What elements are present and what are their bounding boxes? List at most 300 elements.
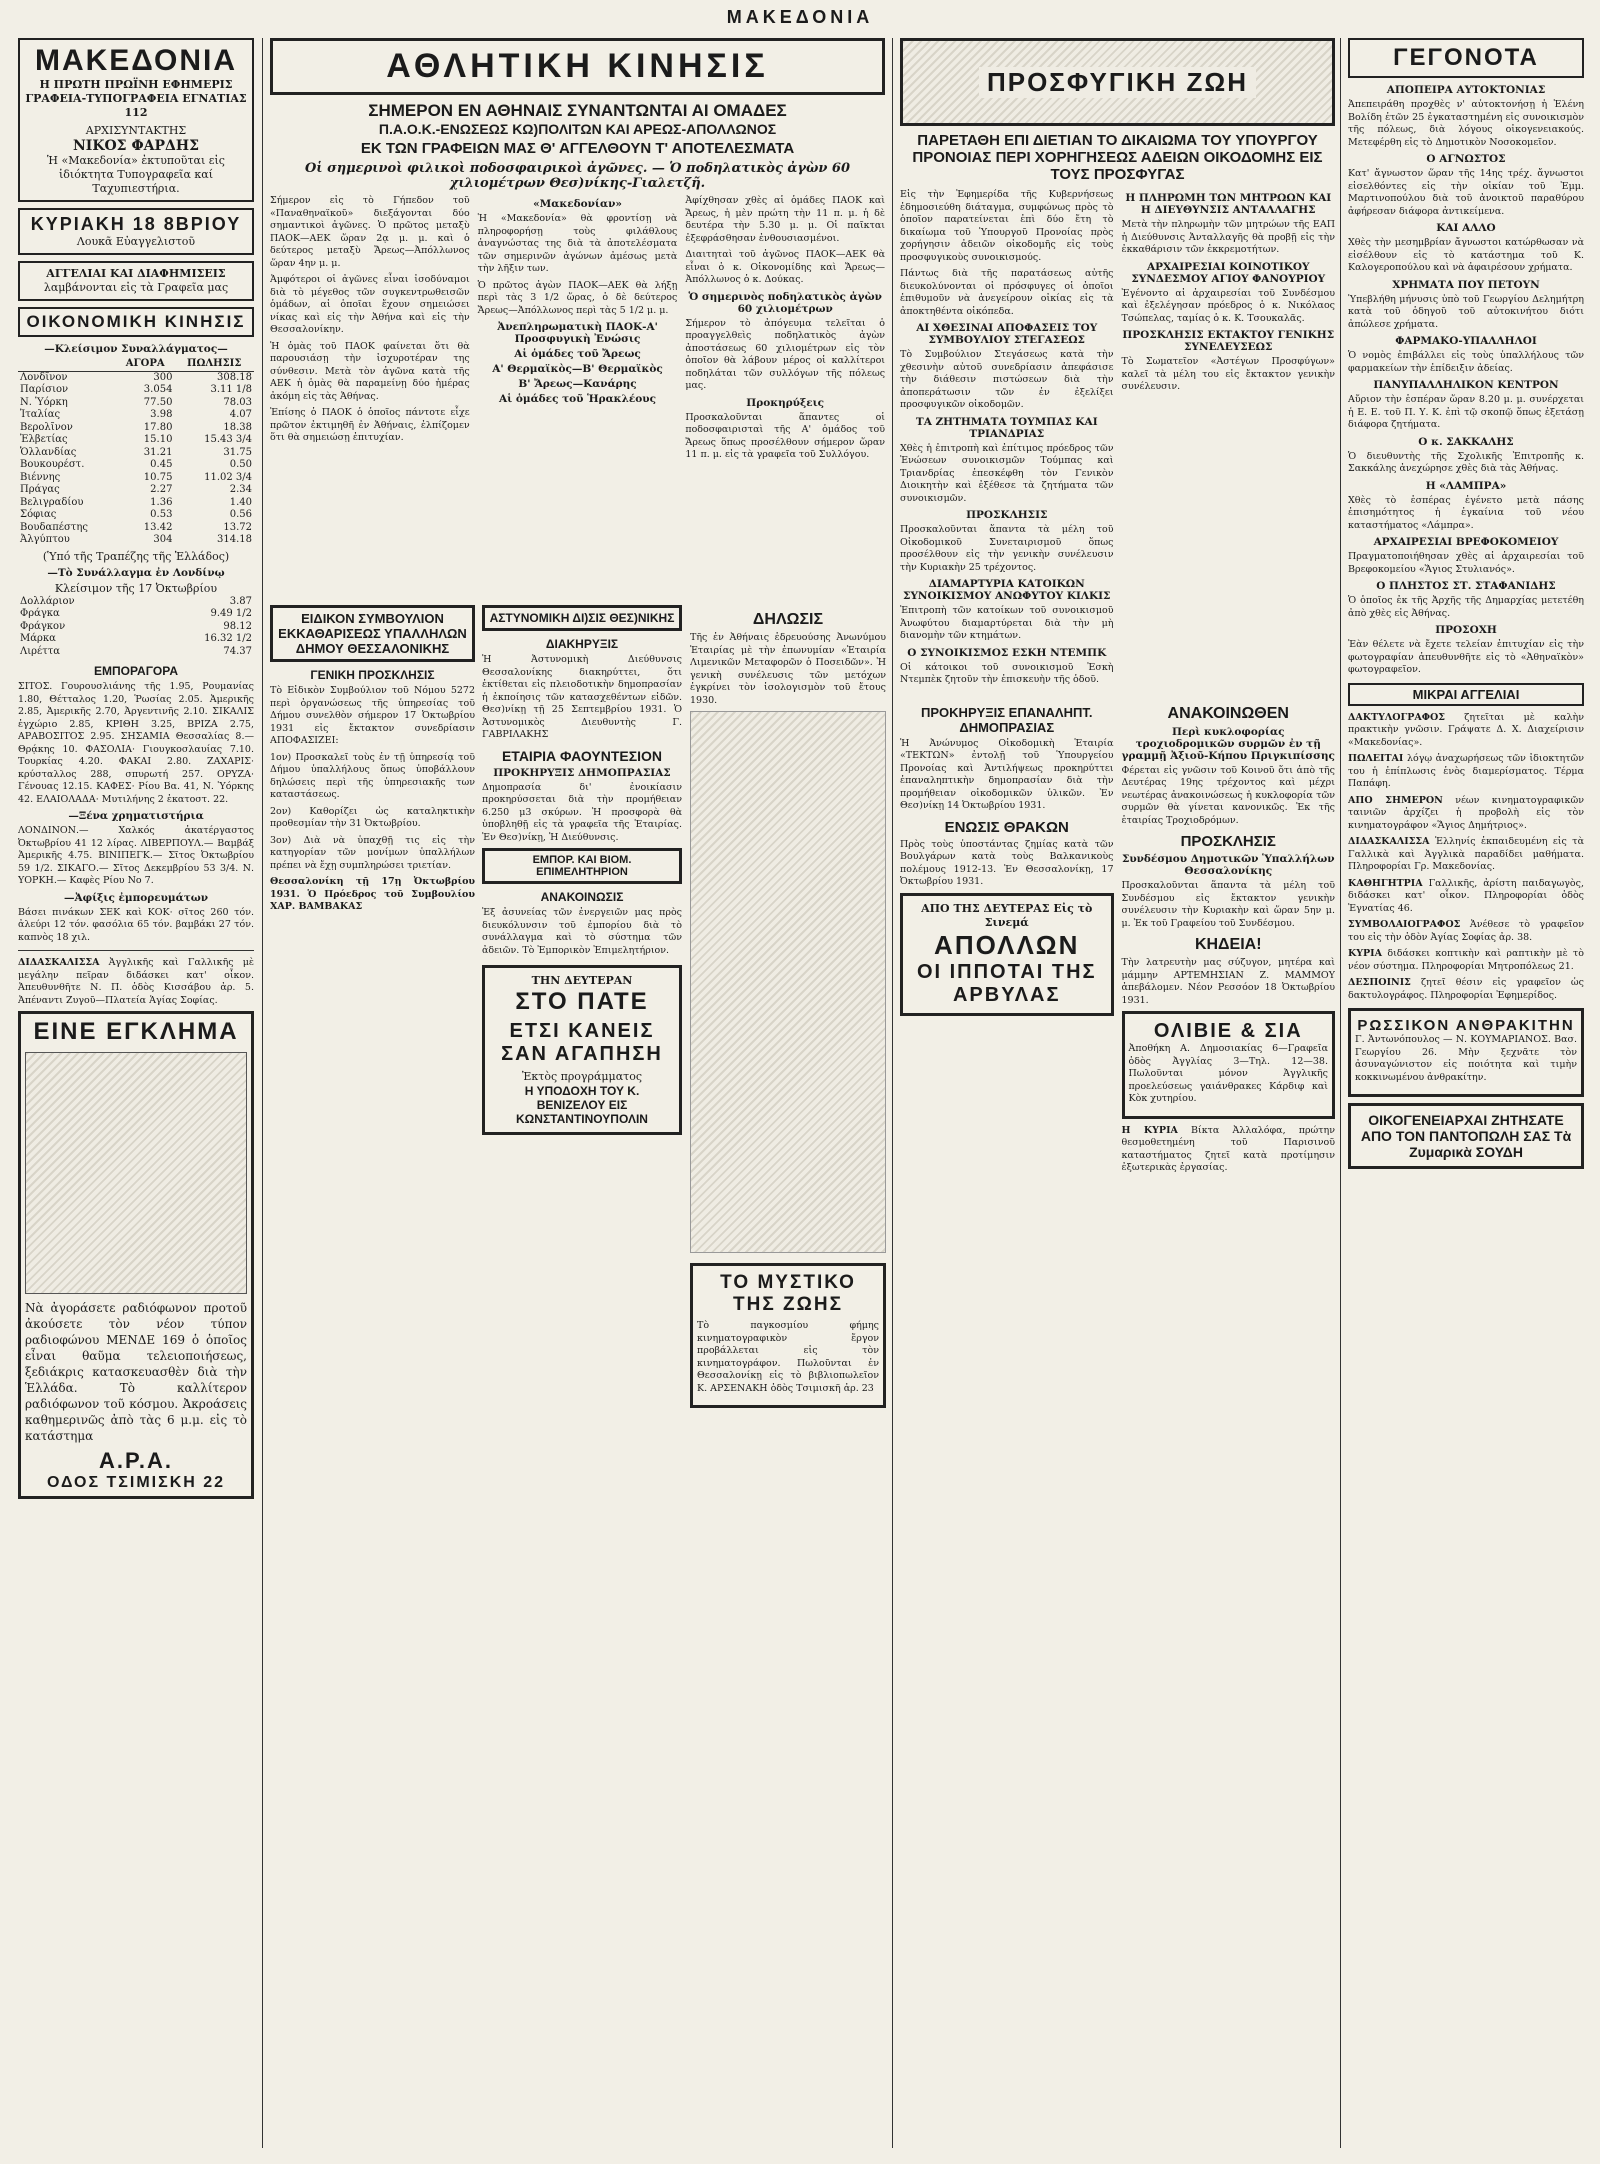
civil-signature: Θεσσαλονίκη τῇ 17ῃ Ὀκτωβρίου 1931. Ὁ Πρόεδρος τοῦ Συμβουλίου ΧΑΡ. ΒΑΜΒΑΚΑΣ <box>270 876 475 912</box>
small-ad-text: ζητεῖται μὲ καλὴν πρακτικὴν γνῶσιν. Γράψατε Δ. Χ. Διαχείρισιν «Μακεδονίας». <box>1348 711 1584 748</box>
event-heading: ΠΑΝΥΠΑΛΛΗΛΙΚΟΝ ΚΕΝΤΡΟΝ <box>1373 379 1559 391</box>
refugee-subheading: ΤΑ ΖΗΤΗΜΑΤΑ ΤΟΥΜΠΑΣ ΚΑΙ ΤΡΙΑΝΔΡΙΑΣ <box>915 415 1098 440</box>
small-ad-label: ΠΩΛΕΙΤΑΙ <box>1348 753 1404 764</box>
event-item <box>1348 379 1584 432</box>
kyria-ad <box>1122 1125 1336 1175</box>
event-text: Ἀπεπειράθη προχθὲς ν' αὐτοκτονήσῃ ἡ Ἑλένη Βολίδη ἐτῶν 25 ἐγκαταστημένη εἰς συνοικισμὸν τῆς πόλεως, διὰ λόγους οἰκογενειακούς. Μετεφέρθη εἰς τὸ Δημοτικὸν Νοσοκομεῖον. <box>1348 99 1584 148</box>
fx-cell: 0.56 <box>229 509 252 520</box>
chamber-sub: ΑΝΑΚΟΙΝΩΣΙΣ <box>540 890 624 904</box>
event-text: Αὔριον τὴν ἑσπέραν ὥραν 8.20 μ. μ. συνέρχεται ἡ Ε. Ε. τοῦ Π. Υ. Κ. ἐπὶ τῷ σκοπῷ ὅπως ἐξετάσῃ διάφορα ζητήματα. <box>1348 394 1584 430</box>
small-ad-label: ΔΑΚΤΥΛΟΓΡΑΦΟΣ <box>1348 711 1446 723</box>
fx-cell: 78.03 <box>223 396 252 408</box>
refugee-col-2 <box>1122 189 1336 691</box>
small-ad-text: λόγῳ ἀναχωρήσεως τῶν ἰδιοκτητῶν του ἡ ἐπίπλωσις ἑνὸς διαμερίσματος. Τέρμα Παπάφη. <box>1348 753 1584 789</box>
ads-heading: ΑΓΓΕΛΙΑΙ ΚΑΙ ΔΙΑΦΗΜΙΣΕΙΣ <box>46 267 226 280</box>
column-rule <box>892 38 893 2148</box>
small-ad <box>1348 836 1584 874</box>
divider <box>18 950 254 951</box>
fx-cell: Βιέννης <box>20 471 61 483</box>
london-row <box>18 646 254 659</box>
thrace-text: Πρὸς τοὺς ὑποστάντας ζημίας κατὰ τῶν Βουλγάρων κατὰ τοὺς Βαλκανικοὺς πολέμους 1912-13. Ἐν Θεσσαλονίκῃ, 17 Ὀκτωβρίου 1931. <box>900 838 1114 887</box>
nameplate-tagline: Η ΠΡΩΤΗ ΠΡΩΪΝΗ ΕΦΗΜΕΡΙΣ <box>39 78 233 91</box>
sports-subheading: Α' Θερμαϊκὸς—Β' Θερμαϊκὸς <box>492 363 663 375</box>
declaration-text: Τῆς ἐν Ἀθήναις ἑδρευούσης Ἀνωνύμου Ἑταιρίας μὲ τὴν ἐπωνυμίαν «Ἑταιρία Λιμενικῶν Μεταφορῶν ὁ Ποσειδῶν». Ἡ γενικὴ συνέλευσις τῶν μετόχων ἐγκρίνει τὸν ἰσολογισμὸν τοῦ ἔτους 1930. <box>690 632 886 706</box>
fx-cell: Ἰταλίας <box>20 409 61 420</box>
event-heading: ΦΑΡΜΑΚΟ-ΥΠΑΛΛΗΛΟΙ <box>1395 335 1537 347</box>
london-cell: Μάρκα <box>20 633 56 644</box>
coal-title: ΡΩΣΣΙΚΟΝ ΑΝΘΡΑΚΙΤΗΝ <box>1357 1017 1575 1034</box>
shipping-text: Βάσει πινάκων ΣΕΚ καὶ ΚΟΚ· σῖτος 260 τόν. ἀλεύρι 12 τόν. φασόλια 65 τόν. βαμβάκι 27 τόν. καπνὸς 18 χιλ. <box>18 906 254 943</box>
fx-row <box>18 522 254 535</box>
fx-cell: 314.18 <box>217 534 252 545</box>
funeral-title: ΚΗΔΕΙΑ! <box>1194 936 1262 953</box>
fx-cell: 3.054 <box>143 384 173 395</box>
fx-cell: Σόφιας <box>20 509 57 520</box>
fx-cell: Πράγας <box>20 484 60 495</box>
event-item <box>1348 335 1584 375</box>
refugee-subheading: ΠΡΟΣΚΛΗΣΙΣ ΕΚΤΑΚΤΟΥ ΓΕΝΙΚΗΣ ΣΥΝΕΛΕΥΣΕΩΣ <box>1122 329 1335 353</box>
refugee-paragraph: Μετὰ τὴν πληρωμὴν τῶν μητρώων τῆς ΕΑΠ ἡ Διεύθυνσις Ἀνταλλαγῆς θὰ προβῇ εἰς τὴν ἐκκαθάρισιν τῶν ἐκκρεμοτήτων. <box>1121 219 1335 255</box>
refugee-subheading: ΑΙ ΧΘΕΣΙΝΑΙ ΑΠΟΦΑΣΕΙΣ ΤΟΥ ΣΥΜΒΟΥΛΙΟΥ ΣΤΕΓΑΣΕΩΣ <box>916 322 1098 346</box>
small-ads-list <box>1348 712 1584 1003</box>
sports-paragraph: Προσκαλοῦνται ἅπαντες οἱ ποδοσφαιρισταὶ τῆς Α' ὁμάδος τοῦ Ἄρεως ὅπως προσέλθουν σήμερον ὥραν 11 π. μ. εἰς τὰ γραφεῖα τοῦ Συλλόγου. <box>685 411 885 460</box>
event-heading: ΚΑΙ ΑΛΛΟ <box>1436 222 1496 234</box>
notices-column <box>482 605 682 2145</box>
police-title: ΑΣΤΥΝΟΜΙΚΗ ΔΙ)ΣΙΣ ΘΕΣ)ΝΙΚΗΣ <box>489 611 675 625</box>
sports-subheading: Ὁ σημερινὸς ποδηλατικὸς ἀγὼν 60 χιλιομέτρων <box>688 290 882 315</box>
small-ad <box>1348 977 1584 1002</box>
sports-subheading: Ἀνεπληρωματικὴ ΠΑΟΚ-Α' Προσφυγικὴ Ἐνώσις <box>497 321 658 345</box>
fx-cell: 0.50 <box>229 459 252 470</box>
sports-subheading: Β' Ἄρεως—Κανάρης <box>518 378 637 390</box>
pate-note: Ἐκτὸς προγράμματος <box>521 1070 642 1083</box>
fx-row <box>18 484 254 497</box>
apollon-venue: ΑΠΟΛΛΩΝ <box>934 929 1080 960</box>
fx-row <box>18 371 254 384</box>
gas-company-text: Δημοπρασία δι' ἐνοικίασιν προκηρύσσεται διὰ τὴν προμήθειαν 6.250 μ3 σκύρων. Ἡ προσφορὰ θὰ ὑποβληθῇ εἰς τὰ γραφεῖα τῆς Ἑταιρίας. Ἐν Θεσ)νίκῃ, Ἡ Διεύθυνσις. <box>482 781 682 843</box>
fx-cell: 15.43 3/4 <box>204 434 252 445</box>
fx-row <box>18 384 254 397</box>
nameplate-box <box>18 38 254 202</box>
announcement-text: Φέρεται εἰς γνῶσιν τοῦ Κοινοῦ ὅτι ἀπὸ τῆς Δευτέρας 19ης τρέχοντος καὶ μέχρι νεωτέρας ἀνακοινώσεως ἡ κυκλοφορία τῶν συρμῶν θὰ γίνεται κανονικῶς. Ἐκ τῆς ἑταιρίας Τροχιοδρόμων. <box>1121 764 1335 826</box>
emporio-text: ΣΙΤΟΣ. Γουρουσλιάνης τῆς 1.95, Ρουμανίας 1.80, Θέτταλος 1.20, Ῥωσίας 2.05. Ἀμερικῆς 2.85, Ἀμερικῆς 2.70, Ἀργεντινῆς 2.10. ΣΙΚΑΛΙΣ ἐγχώριο 2.85, ΚΡΙΘΗ 3.25, ΒΡΙΖΑ 2.75, ΑΡΑΒΟΣΙΤΟΣ 2.95. ΣΗΣΑΜΙΑ Θεσσαλίας 8.— Θρᾴκης 10. ΦΑΣΟΛΙΑ· Γιουγκοσλαυίας 7.10. Τουρκίας 4.20. ΦΑΚΑΙ 2.80. ΖΑΧΑΡΙΣ· κρύσταλλος 288, σπυρωτή 257. ΟΡΥΖΑ· Γένουας 12.15. ΚΑΦΕΣ· Ρίου Βα. 41, Ν. Ὑόρκης 42. ΕΛΑΙΟΛΑΔΑ· Μυτιλήνης 2 ἑκατοστ. 22. <box>18 681 254 805</box>
sports-subhead: Οἱ σημερινοὶ φιλικοὶ ποδοσφαιρικοὶ ἀγῶνες. — Ὁ ποδηλατικὸς ἀγὼν 60 χιλιομέτρων Θεσ)νίκης-Γιαλετζῆ. <box>304 161 851 191</box>
declaration-column <box>690 605 886 2145</box>
fx-header-cell: ΠΩΛΗΣΙΣ <box>174 358 254 371</box>
gas-company-sub: ΠΡΟΚΗΡΥΞΙΣ ΔΗΜΟΠΡΑΣΙΑΣ <box>493 766 671 779</box>
event-item <box>1348 84 1584 149</box>
small-ad-label: ΚΑΘΗΓΗΤΡΙΑ <box>1348 877 1423 889</box>
teacher-ad <box>18 957 254 1007</box>
feast-day: Λουκᾶ Εὐαγγελιστοῦ <box>76 235 196 248</box>
small-ad-text: Ἀνέθεσε τὸ γραφεῖον του εἰς τὴν ὁδὸν Ἀγίας Σοφίας ἀρ. 38. <box>1348 919 1584 943</box>
sports-paragraph: Ἀφίχθησαν χθὲς αἱ ὁμάδες ΠΑΟΚ καὶ Ἄρεως, ἡ μὲν πρώτη τὴν 11 π. μ. ἡ δὲ δευτέρα τὴν 5.30 μ. μ. Οἱ παῖκται ἐξεφράσθησαν ἐνθουσιασμένοι. <box>685 195 885 244</box>
small-ad-text: ζητεῖ θέσιν εἰς γραφεῖον ὡς δακτυλογράφος. Πληροφορίαι Ἐφημερίδος. <box>1348 977 1584 1001</box>
declaration-title: ΔΗΛΩΣΙΣ <box>752 611 824 628</box>
london-cell: 98.12 <box>223 620 252 632</box>
sports-paragraph: Ἡ «Μακεδονία» θὰ φροντίσῃ νὰ πληροφορήσῃ τοὺς φιλάθλους ἀναγνώστας της διὰ τὰ ἀποτελέσματα τῶν σημερινῶν ἀγώνων ἀμέσως μετὰ τὴν λῆξιν των. <box>477 213 678 274</box>
fx-header-cell: ΑΓΟΡΑ <box>116 358 174 371</box>
olivie-ad <box>1122 1011 1336 1119</box>
economy-banner <box>18 307 254 337</box>
small-ad-label: ΣΥΜΒΟΛΑΙΟΓΡΑΦΟΣ <box>1348 919 1461 930</box>
fx-cell: 0.53 <box>150 509 173 520</box>
date-box <box>18 208 254 255</box>
small-ad-label: ΑΠΟ ΣΗΜΕΡΟΝ <box>1348 794 1443 806</box>
london-cell: 3.87 <box>229 595 252 607</box>
london-cell: Λιρέττα <box>20 645 61 657</box>
mystic-title: ΤΟ ΜΥΣΤΙΚΟ ΤΗΣ ΖΩΗΣ <box>720 1272 856 1315</box>
refugee-paragraph: Χθὲς ἡ ἐπιτροπὴ καὶ ἐπίτιμος πρόεδρος τῶν Ἐνώσεων συνοικισμῶν Τούμπας καὶ Τριανδρίας ἐπεσκέφθη τὸν Γενικὸν Διοικητὴν καὶ ἐξέθεσε τὰ ζητήματα τῶν συνοικισμῶν. <box>900 442 1114 504</box>
event-text: Χθὲς τὴν μεσημβρίαν ἄγνωστοι κατώρθωσαν νὰ εἰσέλθουν εἰς τὸ κατάστημα τοῦ Κ. Καλογεροπούλου καὶ νὰ ἀφαιρέσουν χρήματα. <box>1348 237 1584 273</box>
refugee-banner-title: ΠΡΟΣΦΥΓΙΚΗ ΖΩΗ <box>979 67 1256 98</box>
emporio-title: ΕΜΠΟΡΑΓΟΡΑ <box>93 664 179 678</box>
small-ads-banner <box>1348 683 1584 706</box>
pate-film-title: ΕΤΣΙ ΚΑΝΕΙΣ ΣΑΝ ΑΓΑΠΗΣΗ <box>501 1020 663 1065</box>
fx-cell: Ν. Ὑόρκη <box>20 396 68 408</box>
event-text: Ἐὰν θέλετε νὰ ἔχετε τελείαν ἐπιτυχίαν εἰς τὴν φωτογραφίαν ἀπευθυνθῆτε εἰς τὸ «Ἀθηναϊκὸν» φωτογραφεῖον. <box>1348 639 1584 675</box>
civil-paragraph: 1ον) Προσκαλεῖ τοὺς ἐν τῇ ὑπηρεσίᾳ τοῦ Δήμου ὑπαλλήλους ὅπως ὑποβάλλουν δηλώσεις περὶ τῆς ὑπηρεσιακῆς των καταστάσεως. <box>270 751 475 800</box>
column-rule <box>1340 38 1341 2148</box>
mystic-text: Τὸ παγκοσμίου φήμης κινηματογραφικὸν ἔργον προβάλλεται εἰς τὸν κινηματογράφον. Πωλοῦνται ἐν Θεσσαλονίκῃ εἰς τὸ βιβλιοπωλεῖον Κ. ΑΡΣΕΝΑΚΗ ὁδὸς Τσιμισκῆ ἀρ. 23 <box>697 1320 879 1394</box>
radio-ad <box>18 1011 254 1499</box>
event-heading: Ο ΑΓΝΩΣΤΟΣ <box>1426 153 1506 165</box>
radio-shop-address: ΟΔΟΣ ΤΣΙΜΙΣΚΗ 22 <box>46 1474 226 1491</box>
events-title: ΓΕΓΟΝΟΤΑ <box>1393 44 1539 71</box>
small-ad <box>1348 919 1584 944</box>
fx-cell: Λονδῖνον <box>20 371 68 383</box>
small-ads-title: ΜΙΚΡΑΙ ΑΓΓΕΛΙΑΙ <box>1412 686 1520 702</box>
nameplate-title: ΜΑΚΕΔΟΝΙΑ <box>34 44 238 77</box>
sports-col-1 <box>270 195 470 466</box>
editor-label: ΑΡΧΙΣΥΝΤΑΚΤΗΣ <box>85 124 187 137</box>
fx-cell: 304 <box>153 534 173 545</box>
fx-cell: 3.11 1/8 <box>210 384 252 395</box>
civil-notice-column <box>270 605 475 2145</box>
sports-paragraph: Ἐπίσης ὁ ΠΑΟΚ ὁ ὁποῖος πάντοτε εἶχε πρῶτον ἐκτιμηθῆ ἐν Ἀθήναις, ἐλπίζομεν ὅτι θὰ σημειώσῃ ἐπιτυχίαν. <box>270 407 470 443</box>
fx-row <box>18 434 254 447</box>
fx-subtitle: —Κλείσιμον Συναλλάγματος— <box>44 343 228 355</box>
refugee-paragraph: Προσκαλοῦνται ἅπαντα τὰ μέλη τοῦ Οἰκοδομικοῦ Συνεταιρισμοῦ ὅπως προσέλθουν εἰς τὴν γενικὴν συνέλευσιν τὴν Κυριακὴν 25 τρέχοντος. <box>900 524 1114 573</box>
pate-venue: ΣΤΟ ΠΑΤΕ <box>515 988 649 1015</box>
fx-row <box>18 472 254 485</box>
refugee-paragraph: Τὸ Συμβούλιον Στεγάσεως κατὰ τὴν χθεσινὴν αὐτοῦ συνεδρίασιν ἀπεφάσισε τὴν διάθεσιν πιστώσεων διὰ τὴν ἀποπεράτωσιν τῶν ἐν ἐξελίξει προσφυγικῶν οἰκοδομῶν. <box>900 349 1114 410</box>
pasta-text: ΟΙΚΟΓΕΝΕΙΑΡΧΑΙ ΖΗΤΗΣΑΤΕ ΑΠΟ ΤΟΝ ΠΑΝΤΟΠΩΛΗ ΣΑΣ Τὰ Ζυμαρικὰ ΣΟΥΔΗ <box>1360 1112 1572 1160</box>
sports-headline-3: ΕΚ ΤΩΝ ΓΡΑΦΕΙΩΝ ΜΑΣ Θ' ΑΓΓΕΛΘΟΥΝ Τ' ΑΠΟΤΕΛΕΣΜΑΤΑ <box>360 140 795 157</box>
civil-notice-banner <box>270 605 475 662</box>
sports-paragraph: Διαιτηταὶ τοῦ ἀγῶνος ΠΑΟΚ—ΑΕΚ θὰ εἶναι ὁ κ. Οἰκονομίδης καὶ Ἄρεως—Ἀπόλλωνος ὁ κ. Δούκας. <box>685 249 885 285</box>
small-ad-text: διδάσκει κοπτικὴν καὶ ραπτικὴν μὲ τὸ νέον σύστημα. Πληροφορίαι Μητροπόλεως 21. <box>1348 948 1584 972</box>
refugee-paragraph: Οἱ κάτοικοι τοῦ συνοικισμοῦ Ἐσκὴ Ντεμπὲκ ζητοῦν τὴν ἐπισκευὴν τῆς ὁδοῦ. <box>900 661 1114 685</box>
event-item <box>1348 536 1584 576</box>
events-list <box>1348 84 1584 677</box>
event-item <box>1348 279 1584 332</box>
fx-row <box>18 497 254 510</box>
fx-cell: 15.10 <box>143 434 173 445</box>
paper-name: ΜΑΚΕΔΟΝΙΑ <box>726 7 874 27</box>
refugee-paragraph: Ἐγένοντο αἱ ἀρχαιρεσίαι τοῦ Συνδέσμου καὶ ἐξελέγησαν πρόεδρος ὁ κ. Νικόλαος Τσώπελας, ταμίας ὁ κ. Κ. Τσουκαλᾶς. <box>1121 287 1335 324</box>
teacher-label: ΔΙΔΑΣΚΑΛΙΣΣΑ <box>18 957 100 968</box>
event-text: Κατ' ἄγνωστον ὥραν τῆς 14ης τρέχ. ἄγνωστοι εἰσελθόντες εἰς τὴν οἰκίαν τοῦ Ἐμμ. Μαρτινοπούλου διὰ τοῦ ἀνοικτοῦ παραθύρου ἀφήρεσαν διάφορα ἀντικείμενα. <box>1348 168 1584 217</box>
fx-cell: Ὁλλανδίας <box>20 446 77 458</box>
fx-header-cell <box>18 358 116 371</box>
sports-subheading: Αἱ ὁμάδες τοῦ Ἡρακλέους <box>499 393 656 405</box>
refugee-subheading: ΔΙΑΜΑΡΤΥΡΙΑ ΚΑΤΟΙΚΩΝ ΣΥΝΟΙΚΙΣΜΟΥ ΑΝΩΦΥΤΟΥ ΚΙΛΚΙΣ <box>903 578 1111 602</box>
fx-cell: Ἀλγύπτου <box>20 534 70 545</box>
fx-table <box>18 358 254 547</box>
fx-cell: Βερολῖνον <box>20 421 73 433</box>
chamber-banner <box>482 848 682 884</box>
london-cell: 9.49 1/2 <box>210 608 252 619</box>
fx-cell: Ἐλβετίας <box>20 434 68 445</box>
fx-cell: 2.27 <box>150 484 173 495</box>
sports-body <box>270 195 885 466</box>
issue-date: ΚΥΡΙΑΚΗ 18 8ΒΡΙΟΥ <box>30 214 242 234</box>
refugee-paragraph: Εἰς τὴν Ἐφημερίδα τῆς Κυβερνήσεως ἐδημοσιεύθη διάταγμα, συμφώνως πρὸς τὸ ὁποῖον παρατείνεται ἐπὶ δύο ἔτη τὸ δικαίωμα τοῦ Ὑπουργοῦ Προνοίας πρὸς χορήγησιν ἀδειῶν οἰκοδομῆς εἰς τοὺς προσφυγικοὺς συνοικισμούς. <box>900 189 1114 263</box>
fx-cell: 1.36 <box>150 496 173 508</box>
column-rule <box>262 38 263 2148</box>
sports-col2-heading: «Μακεδονίαν» <box>533 198 622 210</box>
event-text: Πραγματοποιήθησαν χθὲς αἱ ἀρχαιρεσίαι τοῦ Βρεφοκομείου «Ἅγιος Στυλιανός». <box>1348 551 1584 575</box>
printing-note: Ἡ «Μακεδονία» ἐκτυποῦται εἰς ἰδιόκτητα Τυπογραφεῖα καί Ταχυπιεστήρια. <box>47 154 225 195</box>
small-ad <box>1348 712 1584 750</box>
fx-row <box>18 397 254 410</box>
event-heading: ΑΡΧΑΙΡΕΣΙΑΙ ΒΡΕΦΟΚΟΜΕΙΟΥ <box>1373 536 1559 548</box>
london-row <box>18 633 254 646</box>
sports-headline-2: Π.Α.Ο.Κ.-ΕΝΩΣΕΩΣ ΚΩ)ΠΟΛΙΤΩΝ ΚΑΙ ΑΡΕΩΣ-ΑΠΟΛΛΩΝΟΣ <box>378 121 777 137</box>
announcement-title: ΑΝΑΚΟΙΝΩΘΕΝ <box>1167 704 1289 722</box>
tender-title: ΠΡΟΚΗΡΥΞΙΣ ΕΠΑΝΑΛΗΠΤ. ΔΗΜΟΠΡΑΣΙΑΣ <box>921 704 1093 735</box>
shipping-title: —Ἀφίξις ἐμπορευμάτων <box>63 891 209 904</box>
chamber-text: Ἐξ ἀσυνείας τῶν ἐνεργειῶν μας πρὸς διευκόλυνσιν τοῦ ἐμπορίου διὰ τὸ συνάλλαγμα καὶ τὸ σύστημα τῶν ἀδειῶν. Τὸ Ἐμπορικὸν Ἐπιμελητήριον. <box>482 907 682 956</box>
kyria-label: Η ΚΥΡΙΑ <box>1121 1124 1178 1136</box>
civil-paragraph: 3ον) Διὰ νὰ ὑπαχθῇ τις εἰς τὴν κατηγορίαν τῶν μονίμων ὑπαλλήλων πρέπει νὰ ἔχῃ συμπληρώσει τριετίαν. <box>270 834 475 871</box>
ads-info-box <box>18 261 254 301</box>
events-banner <box>1348 38 1584 78</box>
fx-cell: Παρίσιον <box>20 384 69 395</box>
gas-company-title: ΕΤΑΙΡΙΑ ΦΑΟΥΝΤΕΣΙΟΝ <box>501 747 663 764</box>
invitation-sub: Συνδέσμου Δημοτικῶν Ὑπαλλήλων Θεσσαλονίκης <box>1121 853 1335 877</box>
olivie-text: Ἀποθήκη Α. Δημοσιακίας 6—Γραφεῖα ὁδὸς Ἀγγλίας 3—Τηλ. 12—38. Πωλοῦνται μόνον Ἀγγλικῆς προελεύσεως γαιάνθρακες Κάρδιφ καὶ Κὸκ χυτηρίου. <box>1128 1043 1328 1104</box>
fx-cell: 4.07 <box>229 409 252 420</box>
sports-section <box>270 38 885 598</box>
ads-text: λαμβάνονται εἰς τὰ Γραφεῖα μας <box>43 281 229 294</box>
small-ad <box>1348 795 1584 833</box>
event-item <box>1348 153 1584 218</box>
refugee-lower-col-1 <box>900 699 1114 1179</box>
coal-ad <box>1348 1008 1584 1097</box>
refugee-paragraph: Τὸ Σωματεῖον «Ἀστέγων Προσφύγων» καλεῖ τὰ μέλη του εἰς ἔκτακτον γενικὴν συνέλευσιν. <box>1121 356 1335 392</box>
fx-row <box>18 509 254 522</box>
fx-row <box>18 447 254 460</box>
events-column <box>1348 38 1584 2148</box>
fx-cell: 31.21 <box>143 446 173 458</box>
chamber-title: ΕΜΠΟΡ. ΚΑΙ ΒΙΟΜ. ΕΠΙΜΕΛΗΤΗΡΙΟΝ <box>532 854 632 878</box>
event-heading: Ο κ. ΣΑΚΚΑΛΗΣ <box>1418 435 1514 448</box>
small-ad-text: νέων κινηματογραφικῶν ταινιῶν ἀρχίζει ἡ προβολὴ εἰς τὸν κινηματογράφον «Ἅγιος Δημήτριος». <box>1348 794 1584 831</box>
event-text: Ὁ διευθυντὴς τῆς Σχολικῆς Ἐπιτροπῆς κ. Σακκάλης ἀνεχώρησε χθὲς διὰ τὰς Ἀθήνας. <box>1348 450 1584 474</box>
sports-banner <box>270 38 885 95</box>
fx-cell: 1.40 <box>229 496 252 508</box>
fx-cell: 3.98 <box>150 409 173 420</box>
editor-name: ΝΙΚΟΣ ΦΑΡΔΗΣ <box>72 138 200 154</box>
london-cell: 74.37 <box>223 645 252 657</box>
refugee-subheading: ΑΡΧΑΙΡΕΣΙΑΙ ΚΟΙΝΟΤΙΚΟΥ ΣΥΝΔΕΣΜΟΥ ΑΓΙΟΥ ΦΑΝΟΥΡΙΟΥ <box>1131 260 1326 285</box>
refugee-headline: ΠΑΡΕΤΑΘΗ ΕΠΙ ΔΙΕΤΙΑΝ ΤΟ ΔΙΚΑΙΩΜΑ ΤΟΥ ΥΠΟΥΡΓΟΥ ΠΡΟΝΟΙΑΣ ΠΕΡΙ ΧΟΡΗΓΗΣΕΩΣ ΑΔΕΙΩΝ ΟΙΚΟΔΟΜΗΣ ΕΙΣ ΤΟΥΣ ΠΡΟΣΦΥΓΑΣ <box>912 132 1323 183</box>
kyria-text: Βίκτα Ἀλλαλόφα, πρώτην θεσμοθετημένη τοῦ Παρισινοῦ καταστήματος ζητεῖ κατὰ προτίμησιν ἐξωτερικὰς ἐργασίας. <box>1121 1124 1335 1173</box>
fx-cell: 11.02 3/4 <box>204 471 252 483</box>
fx-cell: Βουκουρέστ. <box>20 459 85 470</box>
mystic-ad <box>690 1263 886 1408</box>
police-sub: ΔΙΑΚΗΡΥΞΙΣ <box>545 637 619 651</box>
small-ad <box>1348 753 1584 791</box>
pate-cinema-ad <box>482 965 682 1135</box>
coal-text: Γ. Ἀντωνόπουλος — Ν. ΚΟΥΜΑΡΙΑΝΟΣ. Βασ. Γεωργίου 26. Μὴν ξεχνᾶτε τὸν ἀσυναγώνιστον εἰς ποιότητα καὶ τιμὴν κοκκινωμένου ἀνθρακίτην. <box>1355 1034 1577 1083</box>
london-row <box>18 621 254 634</box>
radio-shop-name: Α.Ρ.Α. <box>99 1448 173 1473</box>
pate-pre: ΤΗΝ ΔΕΥΤΕΡΑΝ <box>531 974 633 987</box>
small-ad <box>1348 878 1584 916</box>
small-ad-text: Ἑλληνίς ἐκπαιδευμένη εἰς τὰ Γαλλικὰ καὶ Ἀγγλικὰ παραδίδει μαθήματα. Πληροφορίαι Γρ. Μακεδονίας. <box>1348 836 1584 872</box>
civil-paragraph: Τὸ Εἰδικὸν Συμβούλιον τοῦ Νόμου 5272 περὶ ὀργανώσεως τῆς ὑπηρεσίας τοῦ Δήμου συνελθὸν σήμερον 17 Ὀκτωβρίου 1931 εἰς ἔκτακτον συνεδρίασιν ΑΠΟΦΑΣΙΖΕΙ: <box>270 685 475 746</box>
sports-banner-title: ΑΘΛΗΤΙΚΗ ΚΙΝΗΣΙΣ <box>386 47 769 85</box>
event-text: Ὁ ὁποῖος ἐκ τῆς Ἀρχῆς τῆς Δημαρχίας μετετέθη ἀπὸ χθὲς εἰς Ἀθήνας. <box>1348 595 1584 619</box>
event-text: Ὁ νομὸς ἐπιβάλλει εἰς τοὺς ὑπαλλήλους τῶν φαρμακείων τὴν ἐπίδειξιν ἀδείας. <box>1348 350 1584 374</box>
fx-cell: 17.80 <box>143 421 173 433</box>
sports-col-2 <box>478 195 678 466</box>
fx-cell: 0.45 <box>150 459 173 470</box>
fx-cell: 10.75 <box>143 471 173 483</box>
event-text: Χθὲς τὸ ἑσπέρας ἐγένετο μετὰ πάσης ἐπισημότητος ἡ ἐγκαίνια τοῦ νέου καταστήματος «Λάμπρα». <box>1348 494 1584 531</box>
london-subtitle: Κλείσιμον τῆς 17 Ὀκτωβρίου <box>54 581 218 595</box>
london-row <box>18 608 254 621</box>
olivie-title: ΟΛΙΒΙΕ & ΣΙΑ <box>1153 1020 1303 1042</box>
funeral-text: Τὴν λατρευτὴν μας σύζυγον, μητέρα καὶ μάμμην ΑΡΤΕΜΗΣΙΑΝ Ζ. ΜΑΜΜΟΥ ἀπεβάλομεν. Νέον Ρεσσόον 18 Ὀκτωβρίου 1931. <box>1121 957 1335 1006</box>
small-ad-label: ΔΕΣΠΟΙΝΙΣ <box>1348 977 1411 988</box>
refugee-section <box>900 38 1335 2148</box>
civil-notice-sub: ΓΕΝΙΚΗ ΠΡΟΣΚΛΗΣΙΣ <box>310 668 435 682</box>
sports-paragraph: Σήμερον εἰς τὸ Γήπεδον τοῦ «Παναθηναϊκοῦ» διεξάγονται δύο σημαντικοὶ ἀγῶνες. Ὁ πρῶτος μεταξὺ ΠΑΟΚ—ΑΕΚ ὥραν 2ᾳ μ. μ. καὶ ὁ δεύτερος μεταξὺ Ἄρεως—Ἀπόλλωνος ὥραν 4ην μ. μ. <box>270 195 470 269</box>
pasta-ad <box>1348 1103 1584 1169</box>
civil-notice-title: ΕΙΔΙΚΟΝ ΣΥΜΒΟΥΛΙΟΝ ΕΚΚΑΘΑΡΙΣΕΩΣ ΥΠΑΛΛΗΛΩΝ ΔΗΜΟΥ ΘΕΣΣΑΛΟΝΙΚΗΣ <box>278 611 467 656</box>
refugee-banner <box>900 38 1335 126</box>
refugee-col-1 <box>900 189 1114 691</box>
fx-row <box>18 459 254 472</box>
london-table <box>18 596 254 659</box>
refugee-paragraph: Πάντως διὰ τῆς παρατάσεως αὐτῆς διευκολύνονται οἱ πρόσφυγες οἱ ὁποῖοι ἐπιθυμοῦν νὰ ἀνεγείρουν οἰκίας εἰς τὰ ἀποκτηθέντα οἰκόπεδα. <box>900 268 1114 317</box>
pate-extra: Η ΥΠΟΔΟΧΗ ΤΟΥ Κ. ΒΕΝΙΖΕΛΟΥ ΕΙΣ ΚΩΝΣΤΑΝΤΙΝΟΥΠΟΛΙΝ <box>516 1084 648 1126</box>
london-title: —Τὸ Συνάλλαγμα ἐν Λονδίνῳ <box>47 566 225 579</box>
devil-illustration <box>25 1052 247 1294</box>
declaration-body-text <box>690 711 886 1253</box>
fx-row <box>18 422 254 435</box>
fx-cell: Βουδαπέστης <box>20 521 88 533</box>
invitation-text: Προσκαλοῦνται ἅπαντα τὰ μέλη τοῦ Συνδέσμου εἰς ἔκτακτον γενικὴν συνέλευσιν τὴν Κυριακὴν καὶ ὥραν 5ην μ. μ. Ἐκ τοῦ Γραφείου τοῦ Συνδέσμου. <box>1121 880 1335 929</box>
event-heading: Η «ΛΑΜΠΡΑ» <box>1425 479 1507 492</box>
fx-cell: Βελιγραδίου <box>20 496 84 508</box>
economy-title: ΟΙΚΟΝΟΜΙΚΗ ΚΙΝΗΣΙΣ <box>26 312 246 331</box>
left-column <box>18 38 254 2148</box>
tender-text: Ἡ Ἀνώνυμος Οἰκοδομικὴ Ἑταιρία «ΤΕΚΤΩΝ» ἐντολῇ τοῦ Ὑπουργείου Προνοίας καὶ Ἀντιλήψεως προκηρύττει ἐπαναληπτικὴν δημοπρασίαν διὰ τὴν προμήθειαν οἰκοδομικῶν ὑλικῶν. Ἐν Θεσ)νίκῃ 14 Ὀκτωβρίου 1931. <box>900 737 1114 811</box>
event-item <box>1348 624 1584 677</box>
fx-row <box>18 534 254 547</box>
sports-headline-1: ΣΗΜΕΡΟΝ ΕΝ ΑΘΗΝΑΙΣ ΣΥΝΑΝΤΩΝΤΑΙ ΑΙ ΟΜΑΔΕΣ <box>368 101 787 120</box>
refugee-subheading: ΠΡΟΣΚΛΗΣΙΣ <box>966 509 1048 521</box>
sports-col-3 <box>685 195 885 466</box>
fx-cell: 13.42 <box>143 521 173 533</box>
refugee-lower-col-2 <box>1122 699 1336 1179</box>
london-cell: Φράγκον <box>20 620 66 632</box>
police-text: Ἡ Ἀστυνομικὴ Διεύθυνσις Θεσσαλονίκης διακηρύττει, ὅτι ἐκτίθεται εἰς πλειοδοτικὴν δημοπρασίαν ἡ ἐκποίησις τῶν κατασχεθέντων εἰδῶν. Θεσ)νίκῃ τῇ 25 Σεπτεμβρίου 1931. Ὁ Ἀστυνομικὸς Διευθυντὴς Γ. ΓΑΒΡΙΛΑΚΗΣ <box>482 654 682 740</box>
event-heading: ΠΡΟΣΟΧΗ <box>1435 624 1497 636</box>
fx-row <box>18 409 254 422</box>
small-ad-label: ΔΙΔΑΣΚΑΛΙΣΣΑ <box>1348 836 1430 847</box>
event-heading: Ο ΠΛΗΣΤΟΣ ΣΤ. ΣΤΑΦΑΝΙΔΗΣ <box>1376 580 1556 592</box>
sports-subheading: Αἱ ὁμάδες τοῦ Ἄρεως <box>514 348 641 360</box>
thrace-title: ΕΝΩΣΙΣ ΘΡΑΚΩΝ <box>944 818 1069 836</box>
nameplate-address: ΓΡΑΦΕΙΑ-ΤΥΠΟΓΡΑΦΕΙΑ ΕΓΝΑΤΙΑΣ 112 <box>25 92 247 119</box>
invitation-title: ΠΡΟΣΚΛΗΣΙΣ <box>1180 833 1276 850</box>
intl-markets-text: ΛΟΝΔΙΝΟΝ.— Χαλκός ἀκατέργαστος Ὀκτωβρίου 41 12 λίρας. ΛΙΒΕΡΠΟΥΛ.— Βαμβάξ Ἀμερικῆς 4.75. ΒΙΝΙΠΕΓΚ.— Σῖτος Ὀκτωβρίου 59 1/2. ΣΙΚΑΓΟ.— Σῖτος Δεκεμβρίου 53 3/4. Ν. ΥΟΡΚΗ.— Καφὲς Ρίου Νο 7. <box>18 825 254 886</box>
fx-cell: 300 <box>153 371 173 383</box>
apollon-cinema-ad <box>900 893 1114 1016</box>
fx-cell: 77.50 <box>143 396 173 408</box>
refugee-subheading: Η ΠΛΗΡΩΜΗ ΤΩΝ ΜΗΤΡΩΩΝ ΚΑΙ Η ΔΙΕΥΘΥΝΣΙΣ ΑΝΤΑΛΛΑΓΗΣ <box>1125 192 1332 216</box>
london-cell: 16.32 1/2 <box>204 633 252 644</box>
teacher-text: Ἀγγλικῆς καὶ Γαλλικῆς μὲ μεγάλην πεῖραν διδάσκει κατ' οἶκον. Ἀπευθυνθῆτε Ν. Π. ὁδὸς Κισσάβου ἀρ. 5. Ἀπέναντι Ζυγοῦ—Πλατεία Ἁγίας Σοφίας. <box>18 957 254 1006</box>
sports-paragraph: Σήμερον τὸ ἀπόγευμα τελεῖται ὁ προαγγελθεὶς ποδηλατικὸς ἀγὼν ἀποστάσεως 60 χιλιομέτρων εἰς τὸν ὁποῖον θὰ λάβουν μέρος οἱ καλλίτεροι ποδηλάται τῶν συλλόγων τῆς πόλεως μας. <box>685 317 885 391</box>
civil-paragraph: 2ον) Καθορίζει ὡς καταληκτικὴν προθεσμίαν τὴν 31 Ὀκτωβρίου. <box>270 805 475 829</box>
london-cell: Φράγκα <box>20 608 60 619</box>
fx-cell: 18.38 <box>223 421 252 433</box>
event-item <box>1348 480 1584 533</box>
london-cell: Δολλάριον <box>20 595 75 607</box>
fx-cell: 308.18 <box>217 371 252 383</box>
event-text: Ὑπεβλήθη μήνυσις ὑπὸ τοῦ Γεωργίου Δελημήτρη κατὰ τοῦ ὁδηγοῦ τοῦ αὐτοκινήτου διότι ἀπώλεσε χρήματα. <box>1348 293 1584 330</box>
london-row <box>18 596 254 609</box>
small-ad <box>1348 948 1584 973</box>
event-item <box>1348 436 1584 476</box>
sports-paragraph: Ἡ ὁμὰς τοῦ ΠΑΟΚ φαίνεται ὅτι θὰ παρουσιάσῃ τὴν ἰσχυροτέραν της σύνθεσιν. Μετὰ τὸν ἀγῶνα κατὰ τῆς ΑΕΚ ἡ ὁμὰς θὰ παραμείνῃ δύο ἡμέρας ἀκόμη εἰς τὰς Ἀθήνας. <box>270 340 470 402</box>
intl-markets-title: —Ξένα χρηματιστήρια <box>68 810 204 822</box>
apollon-film-title: ΟΙ ΙΠΠΟΤΑΙ ΤΗΣ ΑΡΒΥΛΑΣ <box>916 960 1097 1006</box>
refugee-subheading: Ο ΣΥΝΟΙΚΙΣΜΟΣ ΕΣΚΗ ΝΤΕΜΠΚ <box>907 646 1107 659</box>
fx-header-row <box>18 358 254 371</box>
sports-paragraph: Ἀμφότεροι οἱ ἀγῶνες εἶναι ἰσοδύναμοι διὰ τὸ μέγεθος τῶν συγκεντρωθεισῶν ὁμάδων, αἱ ὁποῖαι ἔχουν σημειώσει νίκας καὶ εἰς τὴν Ἀθήνα καὶ εἰς τὴν Θεσσαλονίκην. <box>270 274 470 335</box>
event-item <box>1348 580 1584 620</box>
event-item <box>1348 222 1584 275</box>
police-banner <box>482 605 682 631</box>
radio-ad-title: ΕΙΝΕ ΕΓΚΛΗΜΑ <box>33 1018 239 1045</box>
sports-paragraph: Ὁ πρῶτος ἀγὼν ΠΑΟΚ—ΑΕΚ θὰ λήξῃ περὶ τὰς 3 1/2 ὥρας, ὁ δὲ δεύτερος Ἄρεως—Ἀπόλλωνος περὶ τὰς 5 1/2 μ. μ. <box>477 279 678 316</box>
fx-note: (Ὑπό τῆς Τραπέζης τῆς Ἑλλάδος) <box>42 549 230 563</box>
small-ad-label: ΚΥΡΙΑ <box>1348 948 1382 959</box>
fx-cell: 31.75 <box>223 446 252 458</box>
refugee-lower <box>900 699 1335 1179</box>
announcement-sub: Περὶ κυκλοφορίας τροχιοδρομικῶν συρμῶν ἐν τῇ γραμμῇ Ἀξιοῦ-Κήπου Πριγκιπίσσης <box>1121 725 1335 762</box>
refugee-body <box>900 189 1335 691</box>
sports-subheading: Προκηρύξεις <box>746 396 825 409</box>
apollon-pre: ΑΠΟ ΤΗΣ ΔΕΥΤΕΡΑΣ Εἰς τὸ Σινεμά <box>921 901 1093 929</box>
event-heading: ΑΠΟΠΕΙΡΑ ΑΥΤΟΚΤΟΝΙΑΣ <box>1386 84 1546 96</box>
fx-cell: 2.34 <box>229 484 252 495</box>
event-heading: ΧΡΗΜΑΤΑ ΠΟΥ ΠΕΤΟΥΝ <box>1392 278 1540 291</box>
radio-ad-text: Νὰ ἀγοράσετε ραδιόφωνον προτοῦ ἀκούσετε τὸν νέον τύπον ραδιοφώνου ΜΕΝΔΕ 169 ὁ ὁποῖος εἶναι θαῦμα τελειοποιήσεως, ξεδιάκρις κατασκευασθὲν διὰ τὴν Ἑλλάδα. Τὸ καλλίτερον ραδιόφωνον τοῦ κόσμου. Ἀκροάσεις καθημερινῶς ἀπὸ τὰς 6 μ.μ. εἰς τὸ κατάστημα <box>25 1301 247 1443</box>
fx-cell: 13.72 <box>223 521 252 533</box>
small-ad-text: Γαλλικῆς, ἀρίστη παιδαγωγὸς, διδάσκει κατ' οἶκον. Πληροφορίαι ὁδὸς Ἐγνατίας 46. <box>1348 877 1584 914</box>
masthead <box>0 0 1600 34</box>
refugee-paragraph: Ἐπιτροπὴ τῶν κατοίκων τοῦ συνοικισμοῦ Ἀνωφύτου διαμαρτύρεται διὰ τὴν μὴ διανομὴν τῶν κτημάτων. <box>900 605 1114 641</box>
